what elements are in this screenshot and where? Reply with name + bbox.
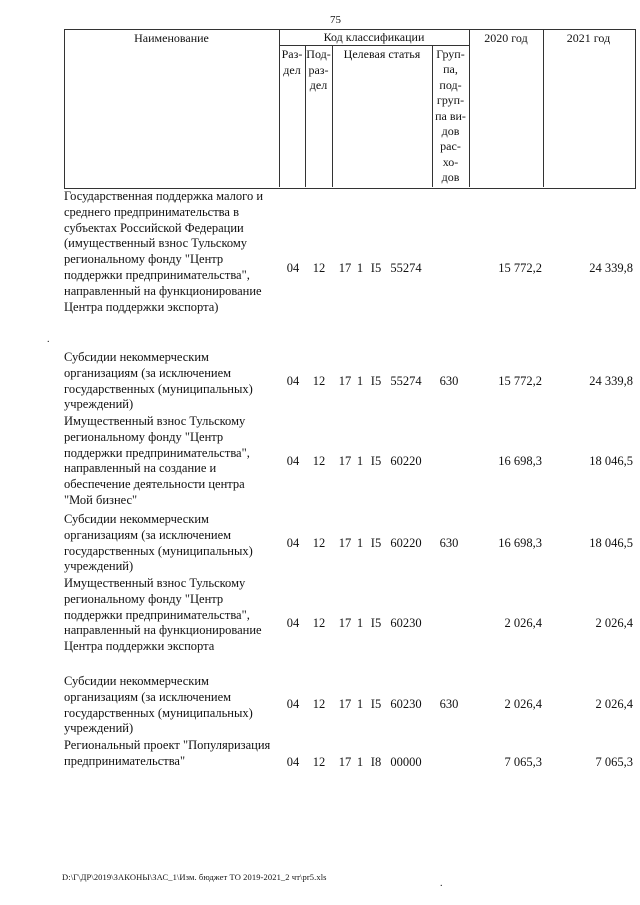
- table-row: [64, 350, 634, 414]
- row-name: Имущественный взнос Тульскому региональному фонду "Центр поддержки предпринимательства", направленный на функционирование Центра поддержки экспорта: [64, 576, 262, 654]
- row-2020: 2 026,4: [504, 616, 542, 630]
- row-2021: 2 026,4: [595, 697, 633, 711]
- row-razdel: 04: [286, 261, 300, 275]
- row-podrazdel: 12: [312, 697, 326, 711]
- row-name: Субсидии некоммерческим организациям (за исключением государственных (муниципальных) учреждений): [64, 512, 253, 574]
- row-name: Имущественный взнос Тульскому региональному фонду "Центр поддержки предпринимательства", направленный на создание и обеспечение деятельности центра "Мой бизнес": [64, 414, 250, 507]
- row-t3: I8: [370, 755, 382, 769]
- row-name: Государственная поддержка малого и среднего предпринимательства в субъектах Российской Федерации (имущественный взнос Тульскому региональному фонду "Центр поддержки предпринимательства", направленный на функционирование Центра поддержки экспорта): [64, 189, 264, 314]
- page-number: 75: [330, 14, 341, 26]
- row-razdel: 04: [286, 536, 300, 550]
- divider: [332, 45, 333, 187]
- header-2020: 2020 год: [484, 31, 528, 45]
- row-t2: 1: [356, 536, 364, 550]
- row-group: 630: [439, 697, 459, 711]
- row-2021: 2 026,4: [595, 616, 633, 630]
- row-razdel: 04: [286, 616, 300, 630]
- row-t3: I5: [370, 374, 382, 388]
- row-podrazdel: 12: [312, 261, 326, 275]
- row-t3: I5: [370, 536, 382, 550]
- row-t2: 1: [356, 755, 364, 769]
- row-t1: 17: [338, 374, 352, 388]
- row-name: Субсидии некоммерческим организациям (за исключением государственных (муниципальных) учреждений): [64, 674, 253, 736]
- header-name: Наименование: [134, 31, 209, 45]
- row-t4: 60220: [390, 536, 422, 550]
- table-row: [64, 189, 634, 319]
- table-row: [64, 414, 634, 510]
- row-podrazdel: 12: [312, 454, 326, 468]
- table-row: [64, 674, 634, 738]
- row-2021: 24 339,8: [589, 261, 633, 275]
- divider: [543, 29, 544, 187]
- row-t4: 55274: [390, 374, 422, 388]
- table-row: [64, 576, 634, 658]
- row-2020: 7 065,3: [504, 755, 542, 769]
- row-razdel: 04: [286, 697, 300, 711]
- table-row: [64, 512, 634, 576]
- row-2020: 16 698,3: [498, 536, 542, 550]
- stray-mark: .: [440, 878, 443, 889]
- row-2021: 18 046,5: [589, 454, 633, 468]
- row-t1: 17: [338, 454, 352, 468]
- row-t4: 00000: [390, 755, 422, 769]
- header-podrazdel: Под- раз- дел: [306, 47, 331, 92]
- stray-mark: .: [47, 334, 50, 345]
- row-name: Региональный проект "Популяризация предпринимательства": [64, 738, 271, 768]
- row-t1: 17: [338, 616, 352, 630]
- row-razdel: 04: [286, 374, 300, 388]
- row-podrazdel: 12: [312, 536, 326, 550]
- row-t1: 17: [338, 261, 352, 275]
- header-target: Целевая статья: [343, 47, 421, 61]
- divider: [469, 29, 470, 187]
- row-t1: 17: [338, 755, 352, 769]
- header-group: Груп- па, под- груп- па ви- дов рас- хо- дов: [435, 47, 466, 185]
- row-group: 630: [439, 374, 459, 388]
- row-2020: 2 026,4: [504, 697, 542, 711]
- row-2021: 24 339,8: [589, 374, 633, 388]
- row-t2: 1: [356, 616, 364, 630]
- row-podrazdel: 12: [312, 374, 326, 388]
- row-razdel: 04: [286, 454, 300, 468]
- row-t3: I5: [370, 616, 382, 630]
- row-2021: 18 046,5: [589, 536, 633, 550]
- row-podrazdel: 12: [312, 755, 326, 769]
- header-2021: 2021 год: [566, 31, 611, 45]
- row-t3: I5: [370, 697, 382, 711]
- row-name: Субсидии некоммерческим организациям (за исключением государственных (муниципальных) учреждений): [64, 350, 253, 412]
- row-t1: 17: [338, 536, 352, 550]
- row-t3: I5: [370, 261, 382, 275]
- row-2020: 15 772,2: [498, 374, 542, 388]
- row-t2: 1: [356, 374, 364, 388]
- row-2021: 7 065,3: [595, 755, 633, 769]
- row-t1: 17: [338, 697, 352, 711]
- header-code: Код классификации: [323, 30, 425, 44]
- table-row: [64, 738, 634, 772]
- row-razdel: 04: [286, 755, 300, 769]
- header-razdel: Раз- дел: [281, 47, 303, 77]
- row-podrazdel: 12: [312, 616, 326, 630]
- row-t4: 55274: [390, 261, 422, 275]
- row-t4: 60220: [390, 454, 422, 468]
- row-t4: 60230: [390, 697, 422, 711]
- row-t2: 1: [356, 261, 364, 275]
- row-group: 630: [439, 536, 459, 550]
- row-t2: 1: [356, 697, 364, 711]
- file-path-footer: D:\Г\ДР\2019\ЗАКОНЫ\ЗАС_1\Изм. бюджет ТО 2019-2021_2 чт\pr5.xls: [62, 872, 327, 882]
- row-t4: 60230: [390, 616, 422, 630]
- row-2020: 16 698,3: [498, 454, 542, 468]
- row-t3: I5: [370, 454, 382, 468]
- row-2020: 15 772,2: [498, 261, 542, 275]
- row-t2: 1: [356, 454, 364, 468]
